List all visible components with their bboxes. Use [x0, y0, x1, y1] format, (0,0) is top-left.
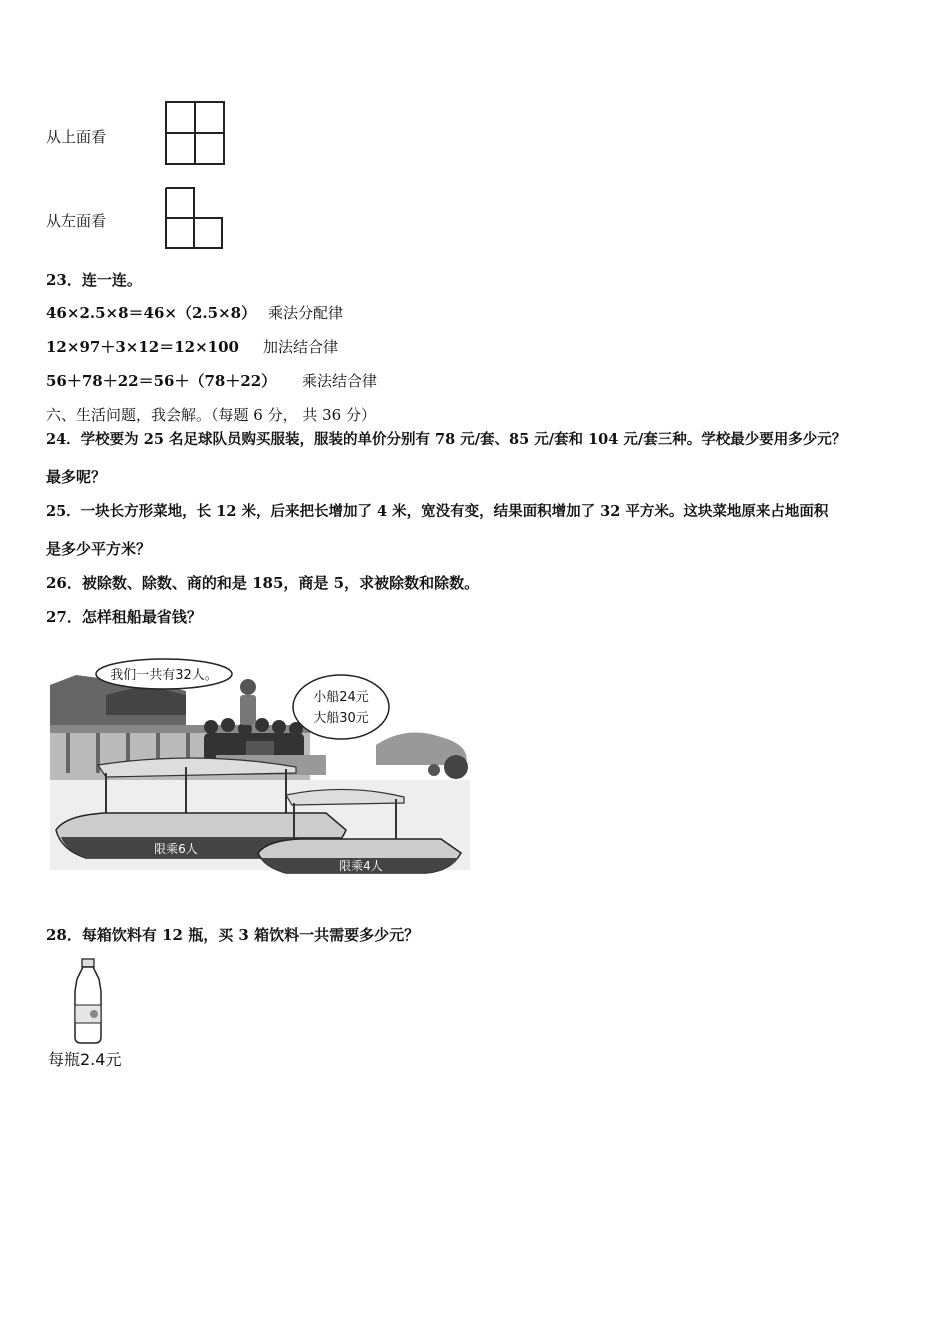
big-boat-label: 限乘6人	[154, 842, 198, 856]
q24-line-1: 24．学校要为 25 名足球队员购买服装，服装的单价分别有 78 元/套、85 元/套和 104 元/套三种。学校最少要用多少元？	[46, 431, 847, 448]
section-6-heading: 六、生活问题，我会解。（每题 6 分， 共 36 分）	[46, 406, 376, 424]
left-view-figure	[164, 186, 226, 252]
bottle-price-label: 每瓶2.4元	[48, 1050, 122, 1069]
speech-bubble-text: 我们一共有32人。	[110, 668, 218, 683]
q23-expr-2: 12×97＋3×12＝12×100	[46, 338, 239, 356]
q28-text: 28．每箱饮料有 12 瓶，买 3 箱饮料一共需要多少元？	[46, 926, 420, 944]
boat-rental-illustration	[46, 655, 476, 875]
q26-text: 26．被除数、除数、商的和是 185，商是 5，求被除数和除数。	[46, 574, 480, 592]
q23-law-2: 加法结合律	[263, 338, 339, 356]
price-small-boat: 小船24元	[313, 690, 369, 705]
q23-expr-1: 46×2.5×8＝46×（2.5×8）	[46, 304, 257, 322]
price-big-boat: 大船30元	[313, 711, 369, 726]
q25-line-1: 25．一块长方形菜地，长 12 米，后来把长增加了 4 米，宽没有变，结果面积增加了 32 平方米。这块菜地原来占地面积	[46, 503, 829, 520]
top-view-label: 从上面看	[46, 128, 107, 146]
q24-line-2: 最多呢？	[46, 468, 107, 486]
left-view-label: 从左面看	[46, 212, 107, 230]
q23-title: 23．连一连。	[46, 271, 142, 289]
q27-text: 27．怎样租船最省钱？	[46, 608, 202, 626]
bottle-icon	[68, 957, 108, 1047]
q25-line-2: 是多少平方米？	[46, 540, 152, 558]
q23-law-3: 乘法结合律	[302, 372, 378, 390]
q23-law-1: 乘法分配律	[268, 304, 344, 322]
q23-expr-3: 56＋78＋22＝56＋（78＋22）	[46, 372, 277, 390]
small-boat-label: 限乘4人	[339, 859, 383, 873]
top-view-figure	[164, 100, 228, 168]
